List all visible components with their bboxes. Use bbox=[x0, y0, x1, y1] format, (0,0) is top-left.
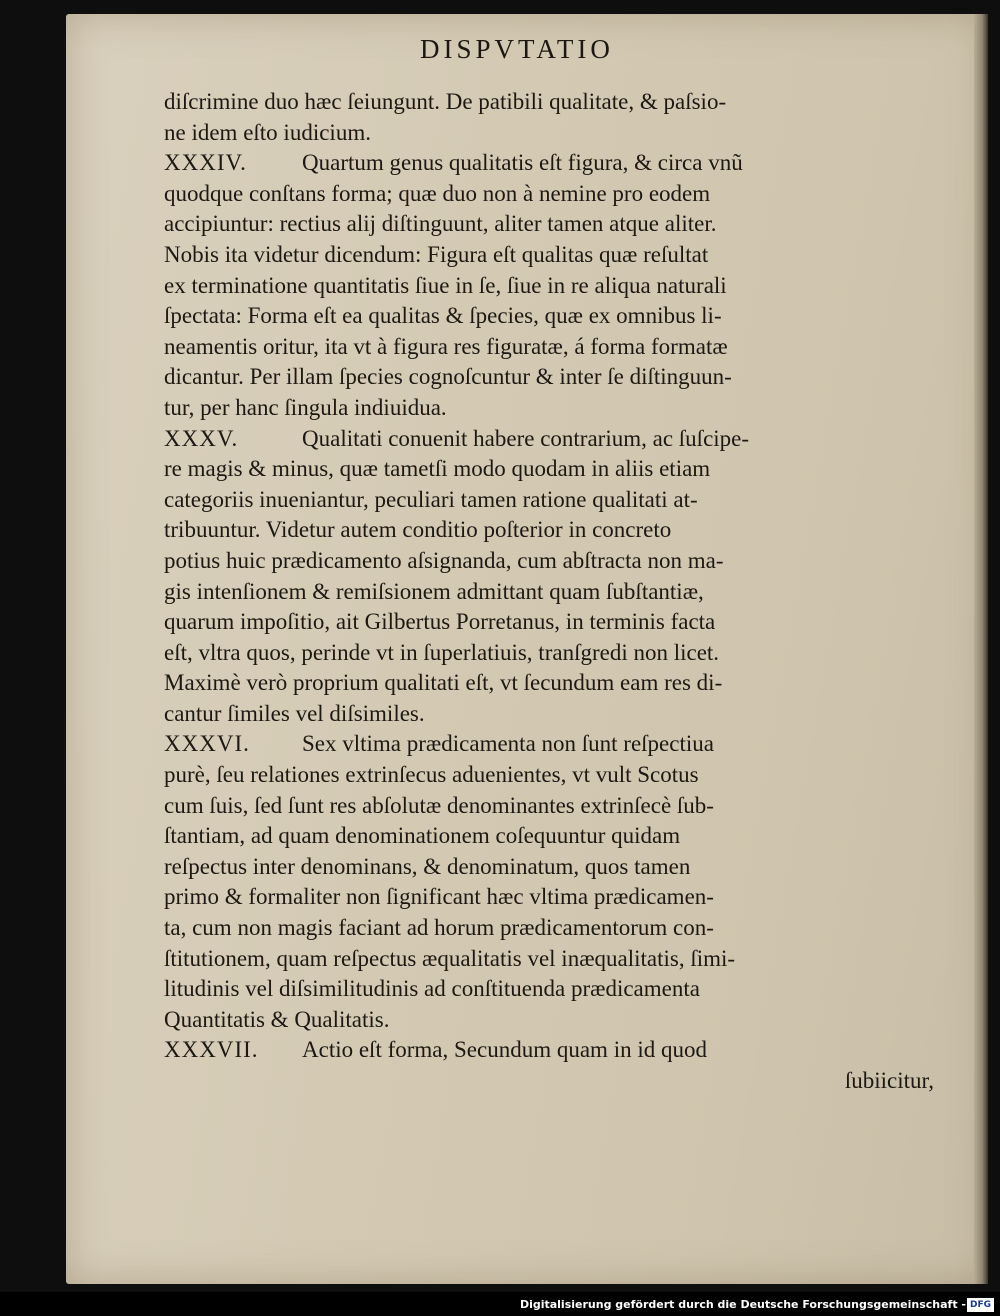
line-text: Actio eſt forma, Secundum quam in id quod bbox=[302, 1037, 707, 1063]
text-line bbox=[164, 454, 934, 485]
text-line bbox=[164, 87, 934, 118]
text-line bbox=[164, 424, 934, 455]
line-text: reſpectus inter denominans, & denominatum, quos tamen bbox=[164, 853, 691, 879]
text-line bbox=[164, 760, 934, 791]
line-text: tribuuntur. Videtur autem conditio poſterior in concreto bbox=[164, 517, 672, 543]
text-line bbox=[164, 271, 934, 302]
catchword: ſubiicitur, bbox=[844, 1068, 934, 1093]
line-text: cantur ſimiles vel diſsimiles. bbox=[164, 700, 425, 726]
text-line bbox=[164, 485, 934, 516]
text-line bbox=[164, 944, 934, 975]
line-text: potius huic prædicamento aſsignanda, cum abſtracta non ma- bbox=[164, 547, 724, 573]
text-line bbox=[164, 974, 934, 1005]
text-line bbox=[164, 913, 934, 944]
line-text: Nobis ita videtur dicendum: Figura eſt qualitas quæ reſultat bbox=[164, 241, 709, 267]
line-text: cum ſuis, ſed ſunt res abſolutæ denominantes extrinſecè ſub- bbox=[164, 792, 714, 818]
text-line bbox=[164, 791, 934, 822]
text-line bbox=[164, 179, 934, 210]
text-line bbox=[164, 577, 934, 608]
line-text: ne idem eſto iudicium. bbox=[164, 119, 371, 145]
line-text: dicantur. Per illam ſpecies cognoſcuntur & inter ſe diſtinguun- bbox=[164, 364, 732, 390]
text-line bbox=[164, 638, 934, 669]
section-numeral: XXXV. bbox=[164, 425, 239, 451]
text-line bbox=[164, 1035, 934, 1066]
line-text: purè, ſeu relationes extrinſecus aduenientes, vt vult Scotus bbox=[164, 762, 699, 788]
text-line bbox=[164, 515, 934, 546]
page-edge bbox=[974, 14, 988, 1284]
line-text: litudinis vel diſsimilitudinis ad conſtituenda prædicamenta bbox=[164, 976, 700, 1002]
line-text: ſtitutionem, quam reſpectus æqualitatis vel inæqualitatis, ſimi- bbox=[164, 945, 736, 971]
line-text: gis intenſionem & remiſsionem admittant quam ſubſtantiæ, bbox=[164, 578, 704, 604]
text-line bbox=[164, 148, 934, 179]
text-line bbox=[164, 852, 934, 883]
text-line bbox=[164, 362, 934, 393]
line-text: Sex vltima prædicamenta non ſunt reſpectiua bbox=[302, 731, 714, 757]
text-line bbox=[164, 118, 934, 149]
text-line bbox=[164, 1005, 934, 1036]
text-line bbox=[164, 546, 934, 577]
footer-bar bbox=[0, 1292, 1000, 1316]
line-text: ex terminatione quantitatis ſiue in ſe, ſiue in re aliqua naturali bbox=[164, 272, 727, 298]
text-line bbox=[164, 729, 934, 760]
line-text: ſtantiam, ad quam denominationem coſequuntur quidam bbox=[164, 823, 681, 849]
line-text: eſt, vltra quos, perinde vt in ſuperlatiuis, tranſgredi non licet. bbox=[164, 639, 720, 665]
dfg-logo: DFG bbox=[967, 1298, 994, 1312]
section-numeral: XXXIV. bbox=[164, 150, 247, 176]
line-text: ta, cum non magis faciant ad horum prædicamentorum con- bbox=[164, 915, 714, 941]
body-text bbox=[164, 87, 934, 1097]
line-text: Maximè verò proprium qualitati eſt, vt ſecundum eam res di- bbox=[164, 670, 723, 696]
section-numeral: XXXVII. bbox=[164, 1037, 259, 1063]
line-text: categoriis inueniantur, peculiari tamen ratione qualitati at- bbox=[164, 486, 698, 512]
section-numeral: XXXVI. bbox=[164, 731, 250, 757]
text-line bbox=[164, 821, 934, 852]
digitization-credit: Digitalisierung gefördert durch die Deutsche Forschungsgemeinschaft - bbox=[519, 1298, 966, 1311]
text-line bbox=[164, 668, 934, 699]
text-line bbox=[164, 393, 934, 424]
line-text: Quantitatis & Qualitatis. bbox=[164, 1006, 390, 1032]
line-text: re magis & minus, quæ tametſi modo quodam in aliis etiam bbox=[164, 456, 711, 482]
line-text: tur, per hanc ſingula indiuidua. bbox=[164, 394, 447, 420]
text-line bbox=[164, 209, 934, 240]
line-text: ſpectata: Forma eſt ea qualitas & ſpecies, quæ ex omnibus li- bbox=[164, 303, 722, 329]
text-line bbox=[164, 699, 934, 730]
line-text: neamentis oritur, ita vt à figura res figuratæ, á forma formatæ bbox=[164, 333, 728, 359]
running-head: DISPVTATIO bbox=[420, 34, 614, 64]
line-text: diſcrimine duo hæc ſeiungunt. De patibili qualitate, & paſsio- bbox=[164, 89, 727, 114]
line-text: accipiuntur: rectius alij diſtinguunt, aliter tamen atque aliter. bbox=[164, 211, 717, 237]
line-text: quodque conſtans forma; quæ duo non à nemine pro eodem bbox=[164, 180, 711, 206]
text-line bbox=[164, 301, 934, 332]
line-text: primo & formaliter non ſignificant hæc vltima prædicamen- bbox=[164, 884, 714, 910]
line-text: Quartum genus qualitatis eſt figura, & circa vnũ bbox=[302, 150, 743, 176]
text-line bbox=[164, 332, 934, 363]
text-line bbox=[164, 882, 934, 913]
line-text: quarum impoſitio, ait Gilbertus Porretanus, in terminis facta bbox=[164, 609, 716, 635]
line-text: Qualitati conuenit habere contrarium, ac ſuſcipe- bbox=[302, 425, 750, 451]
text-line bbox=[164, 240, 934, 271]
text-line bbox=[164, 607, 934, 638]
